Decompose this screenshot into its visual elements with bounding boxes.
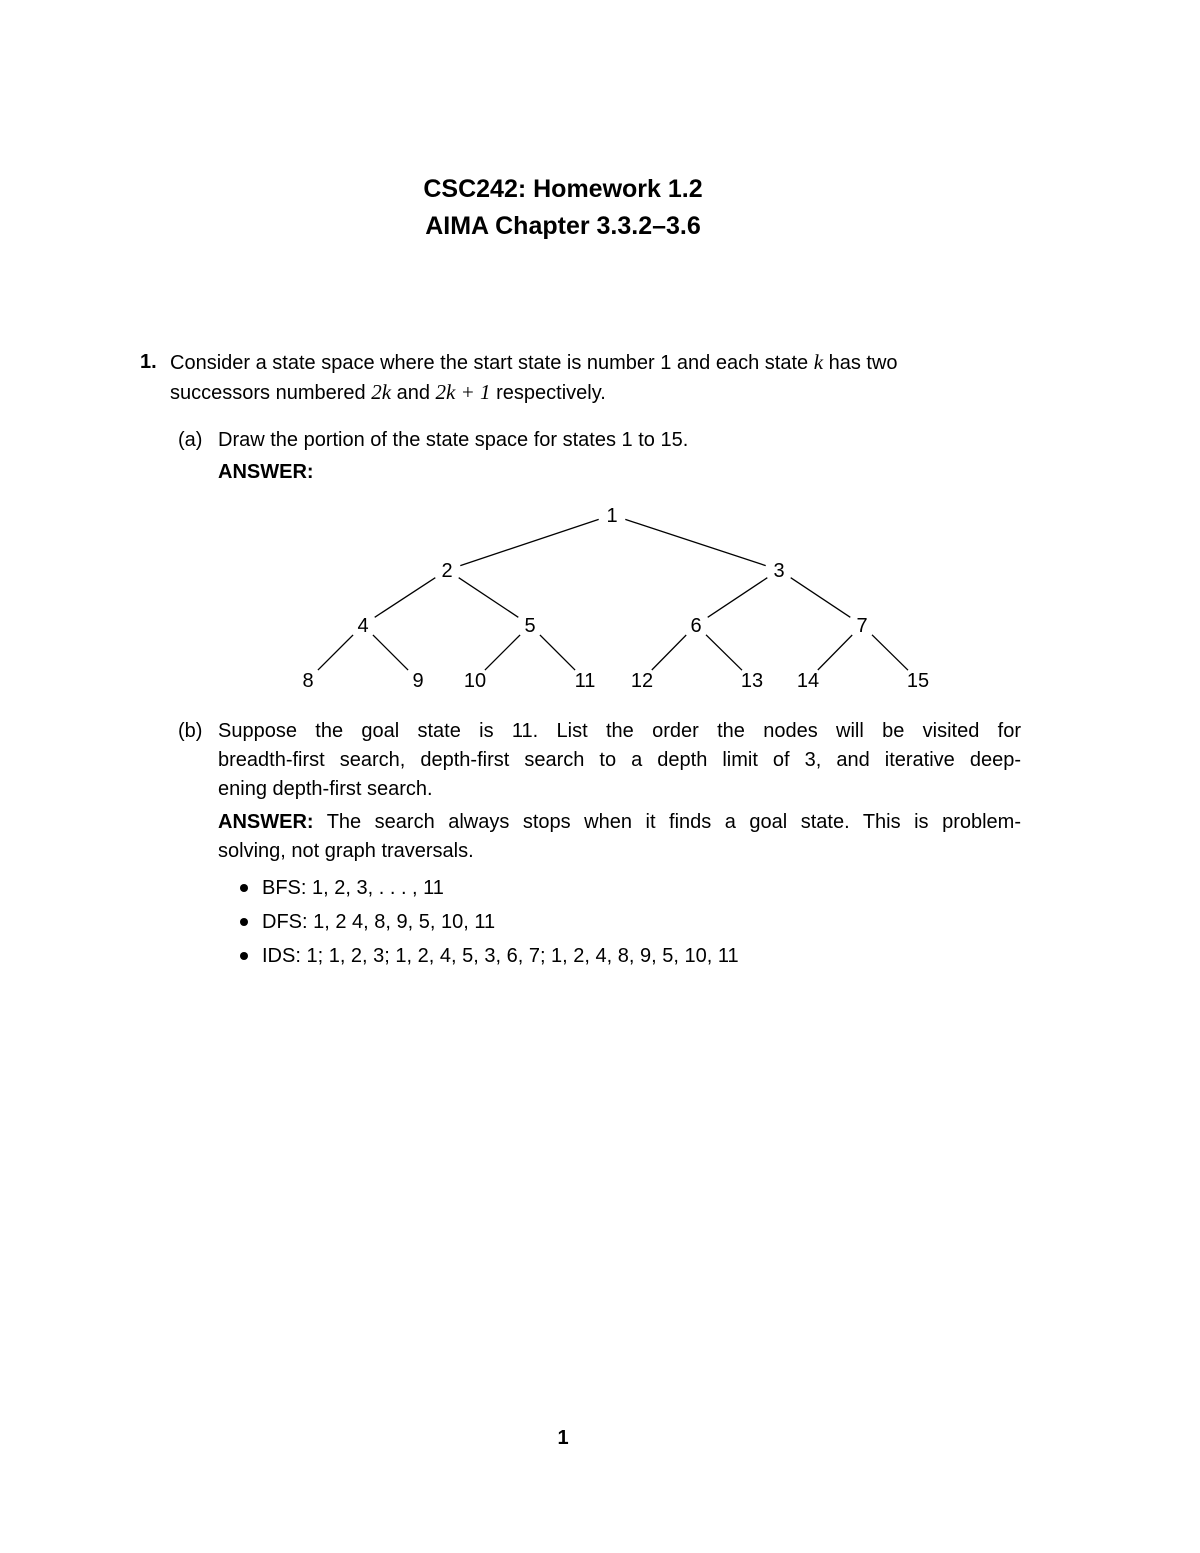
question-number: 1. [140,351,157,373]
tree-node-label: 3 [773,560,785,582]
tree-edge [791,578,851,618]
tree-edge [485,635,520,670]
question-text: and [396,382,430,404]
list-item-ids: IDS: 1; 1, 2, 3; 1, 2, 4, 5, 3, 6, 7; 1, 2, 4, 8, 9, 5, 10, 11 [262,945,739,967]
tree-node-label: 15 [906,670,930,692]
tree-edge [708,578,768,618]
tree-node-label: 1 [606,505,618,527]
tree-edge [460,519,598,565]
question-text: Consider a state space where the start state is number 1 and each state [170,352,809,374]
tree-node-label: 8 [302,670,314,692]
tree-edge [375,578,436,618]
part-b-answer-line-1 [218,808,1021,837]
part-b-prompt-line-2: breadth-first search, depth-first search to a depth limit of 3, and iterative deep- [218,749,1021,771]
part-a-prompt: Draw the portion of the state space for states 1 to 15. [218,429,689,451]
tree-edge [373,635,408,670]
part-b-answer-text: The search always stops when it finds a goal state. This is problem- [326,811,1021,833]
question-text: successors numbered [170,382,366,404]
tree-node-label: 4 [357,615,369,637]
part-b-answer-label: ANSWER: [218,811,314,833]
part-b-prompt-line-1: Suppose the goal state is 11. List the order the nodes will be visited for [218,720,1021,742]
tree-edge [459,578,519,618]
tree-node-label: 5 [524,615,536,637]
variable-k: k [813,350,824,374]
tree-node-label: 12 [630,670,654,692]
tree-node-label: 7 [856,615,868,637]
tree-node-label: 2 [441,560,453,582]
question-text: respectively. [496,382,606,404]
tree-edge [818,635,852,670]
list-item-bfs: BFS: 1, 2, 3, . . . , 11 [262,877,444,899]
part-b-label: (b) [178,720,203,742]
part-b-answer-line-2: solving, not graph traversals. [218,840,474,862]
expression-2k-plus-1: 2k + 1 [435,380,491,404]
question-line-1 [170,348,898,377]
expression-2k: 2k [371,380,392,404]
tree-edge [625,519,765,565]
tree-node-label: 11 [574,670,596,692]
question-text: has two [828,352,898,374]
part-a-answer-label: ANSWER: [218,461,314,483]
tree-node-label: 13 [740,670,764,692]
tree-edge [318,635,353,670]
tree-node-label: 10 [463,670,487,692]
bullet-icon [240,884,248,892]
question-line-2 [170,378,606,407]
page-number: 1 [557,1427,569,1449]
bullet-icon [240,918,248,926]
tree-edge [706,635,742,670]
tree-edge [872,635,908,670]
tree-node-label: 14 [796,670,820,692]
tree-node-label: 9 [412,670,424,692]
tree-node-label: 6 [690,615,702,637]
bullet-icon [240,952,248,960]
tree-node-labels [302,505,929,692]
list-item-dfs: DFS: 1, 2 4, 8, 9, 5, 10, 11 [262,911,496,933]
document-subtitle: AIMA Chapter 3.3.2–3.6 [425,212,701,240]
part-b-prompt-line-3: ening depth-first search. [218,778,433,800]
document-title: CSC242: Homework 1.2 [423,175,703,203]
tree-edge [652,635,686,670]
tree-edge [540,635,575,670]
tree-edges [318,519,908,670]
part-a-label: (a) [178,429,203,451]
state-space-tree [0,490,1200,710]
